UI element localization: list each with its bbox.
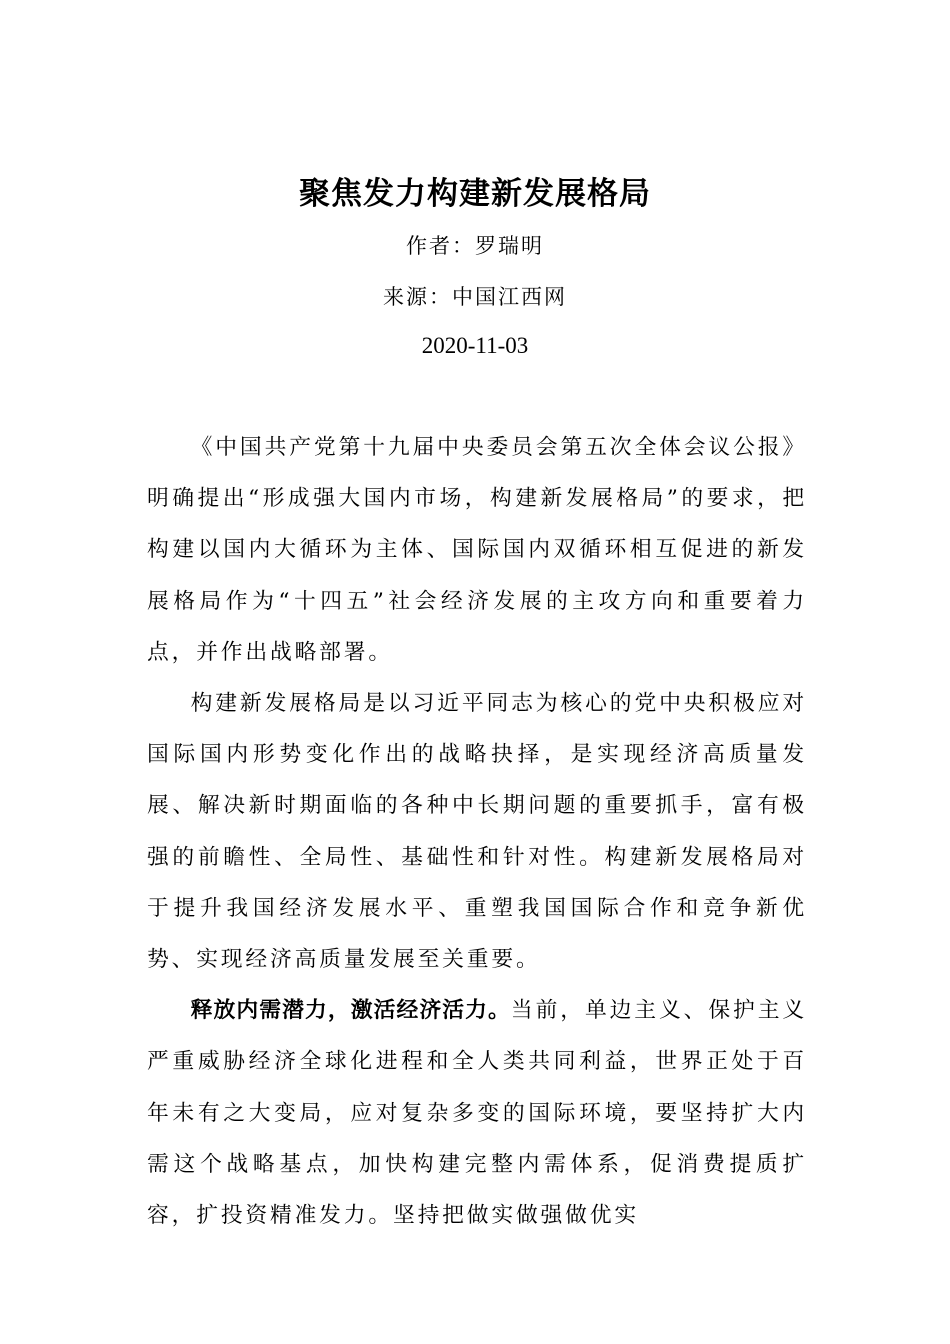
article-title: 聚焦发力构建新发展格局 [299,176,651,212]
article-source: 来源：中国江西网 [383,285,567,309]
paragraph-3-text: 当前，单边主义、保护主义严重威胁经济全球化进程和全人类共同利益，世界正处于百年未有之大变局，应对复杂多变的国际环境，要坚持扩大内需这个战略基点，加快构建完整内需体系，促消费提质扩容，扩投资精准发力。坚持把做实做强做优实 [147,998,807,1229]
paragraph-2 [147,678,807,985]
paragraph-3 [147,985,807,1241]
article-date: 2020-11-03 [421,333,529,358]
paragraph-2-text: 构建新发展格局是以习近平同志为核心的党中央积极应对国际国内形势变化作出的战略抉择，是实现经济高质量发展、解决新时期面临的各种中长期问题的重要抓手，富有极强的前瞻性、全局性、基础性和针对性。构建新发展格局对于提升我国经济发展水平、重塑我国国际合作和竞争新优势、实现经济高质量发展至关重要。 [147,691,807,973]
paragraph-1-text: 《中国共产党第十九届中央委员会第五次全体会议公报》明确提出“形成强大国内市场，构建新发展格局”的要求，把构建以国内大循环为主体、国际国内双循环相互促进的新发展格局作为“十四五”社会经济发展的主攻方向和重要着力点，并作出战略部署。 [147,435,807,665]
article-body [147,422,807,1241]
paragraph-3-lead: 释放内需潜力，激活经济活力。 [190,998,511,1024]
paragraph-1 [147,422,807,678]
article-author: 作者：罗瑞明 [406,234,544,258]
